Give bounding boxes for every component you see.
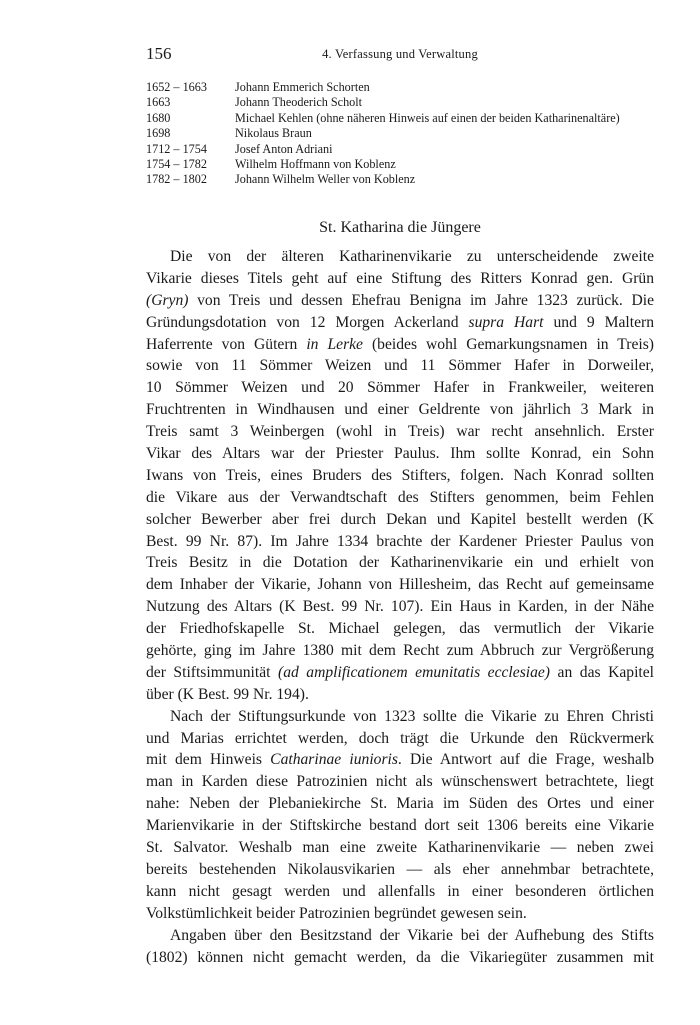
text-line: solcher Bewerber aber frei durch Dekan und Kapitel bestellt werden (K [146, 510, 654, 528]
vicar-list-row [146, 95, 666, 110]
text-line: und Marias errichtet werden, doch trägt die Urkunde den Rückvermerk [146, 729, 654, 747]
text-line: Treis samt 3 Weinbergen (wohl in Treis) war recht ansehnlich. Erster [146, 423, 654, 441]
vicar-name: Johann Theoderich Scholt [235, 95, 363, 110]
text-line: 10 Sömmer Weizen und 20 Sömmer Hafer in Frankweiler, weiteren [146, 379, 654, 397]
text-line: der Stiftsimmunität (ad amplificationem emunitatis ecclesiae) an das Kapitel [146, 663, 654, 681]
vicar-name: Johann Emmerich Schorten [235, 80, 370, 94]
text-line: Die von der älteren Katharinenvikarie zu unterscheidende zweite [170, 248, 654, 265]
text-line: kann nicht gesagt werden und allenfalls in einer besonderen örtlichen [146, 882, 654, 900]
vicar-list-row [146, 80, 666, 95]
text-line: die Vikare aus der Verwandtschaft des Stifters genommen, beim Fehlen [146, 488, 654, 506]
text-line: mit dem Hinweis Catharinae iunioris. Die Antwort auf die Frage, weshalb [146, 751, 654, 769]
text-line: (1802) können nicht gemacht werden, da die Vikariegüter zusammen mit [146, 948, 654, 966]
text-line: Best. 99 Nr. 87). Im Jahre 1334 brachte der Kardener Priester Paulus von [146, 532, 654, 550]
text-line: Marienvikarie in der Stiftskirche bestand dort seit 1306 bereits eine Vikarie [146, 817, 654, 835]
running-head: 4. Verfassung und Verwaltung [322, 47, 478, 61]
vicar-years: 1680 [146, 110, 171, 125]
vicar-years: 1663 [146, 95, 171, 110]
text-line: (Gryn) von Treis und dessen Ehefrau Benigna im Jahre 1323 zurück. Die [146, 291, 654, 309]
text-line: Vikarie dieses Titels geht auf eine Stiftung des Ritters Konrad gen. Grün [146, 269, 654, 287]
vicar-name: Nikolaus Braun [235, 126, 312, 141]
page-header [146, 44, 654, 68]
vicar-list [146, 80, 666, 188]
text-line: Iwans von Treis, eines Bruders des Stifters, folgen. Nach Konrad sollten [146, 466, 654, 484]
vicar-list-row [146, 126, 666, 141]
vicar-list-row [146, 142, 666, 157]
vicar-list-row [146, 157, 666, 172]
text-line: Nach der Stiftungsurkunde von 1323 sollte die Vikarie zu Ehren Christi [170, 707, 654, 725]
text-line: nahe: Neben der Plebaniekirche St. Maria im Süden des Ortes und einer [146, 795, 654, 813]
text-line: man in Karden diese Patrozinien nicht als wünschenswert betrachtete, liegt [146, 773, 654, 791]
text-line: gehörte, ging im Jahre 1380 mit dem Recht zum Abbruch zur Vergrößerung [146, 642, 654, 660]
text-line: Haferrente von Gütern in Lerke (beides wohl Gemarkungsnamen in Treis) [146, 335, 654, 353]
vicar-years: 1782 – 1802 [146, 172, 207, 187]
vicar-years: 1652 – 1663 [146, 80, 207, 94]
vicar-name: Johann Wilhelm Weller von Koblenz [235, 172, 416, 187]
vicar-years: 1698 [146, 126, 171, 141]
page-number: 156 [146, 44, 172, 63]
section-title: St. Katharina die Jüngere [319, 219, 481, 236]
text-line: sowie von 11 Sömmer Weizen und 11 Sömmer Hafer in Dorweiler, [146, 357, 654, 375]
text-line: Fruchtrenten in Windhausen und einer Geldrente von jährlich 3 Mark in [146, 401, 654, 419]
vicar-name: Josef Anton Adriani [235, 141, 333, 156]
text-line: Volkstümlichkeit beider Patrozinien begründet gewesen sein. [146, 904, 527, 922]
text-line: über (K Best. 99 Nr. 194). [146, 685, 309, 703]
vicar-list-row [146, 111, 666, 126]
body-text [146, 246, 654, 968]
vicar-name: Michael Kehlen (ohne näheren Hinweis auf einen der beiden Katharinenaltäre) [235, 110, 620, 125]
text-line: bereits bestehenden Nikolausvikarien — als eher annehmbar betrachtete, [146, 860, 654, 878]
text-line: Gründungsdotation von 12 Morgen Ackerland supra Hart und 9 Maltern [146, 313, 654, 331]
text-line: Angaben über den Besitzstand der Vikarie bei der Aufhebung des Stifts [170, 926, 654, 944]
vicar-name: Wilhelm Hoffmann von Koblenz [235, 157, 396, 172]
text-line: der Friedhofskapelle St. Michael gelegen, das vermutlich der Vikarie [146, 620, 654, 638]
text-line: dem Inhaber der Vikarie, Johann von Hillesheim, das Recht auf gemeinsame [146, 576, 654, 594]
text-line: Vikar des Altars war der Priester Paulus. Ihm sollte Konrad, ein Sohn [146, 445, 654, 463]
vicar-years: 1754 – 1782 [146, 157, 207, 172]
vicar-years: 1712 – 1754 [146, 141, 207, 156]
text-line: Nutzung des Altars (K Best. 99 Nr. 107). Ein Haus in Karden, in der Nähe [146, 598, 654, 616]
vicar-list-row [146, 172, 666, 187]
text-line: St. Salvator. Weshalb man eine zweite Katharinenvikarie — neben zwei [146, 839, 654, 857]
text-line: Treis Besitz in die Dotation der Katharinenvikarie ein und erhielt von [146, 554, 654, 572]
